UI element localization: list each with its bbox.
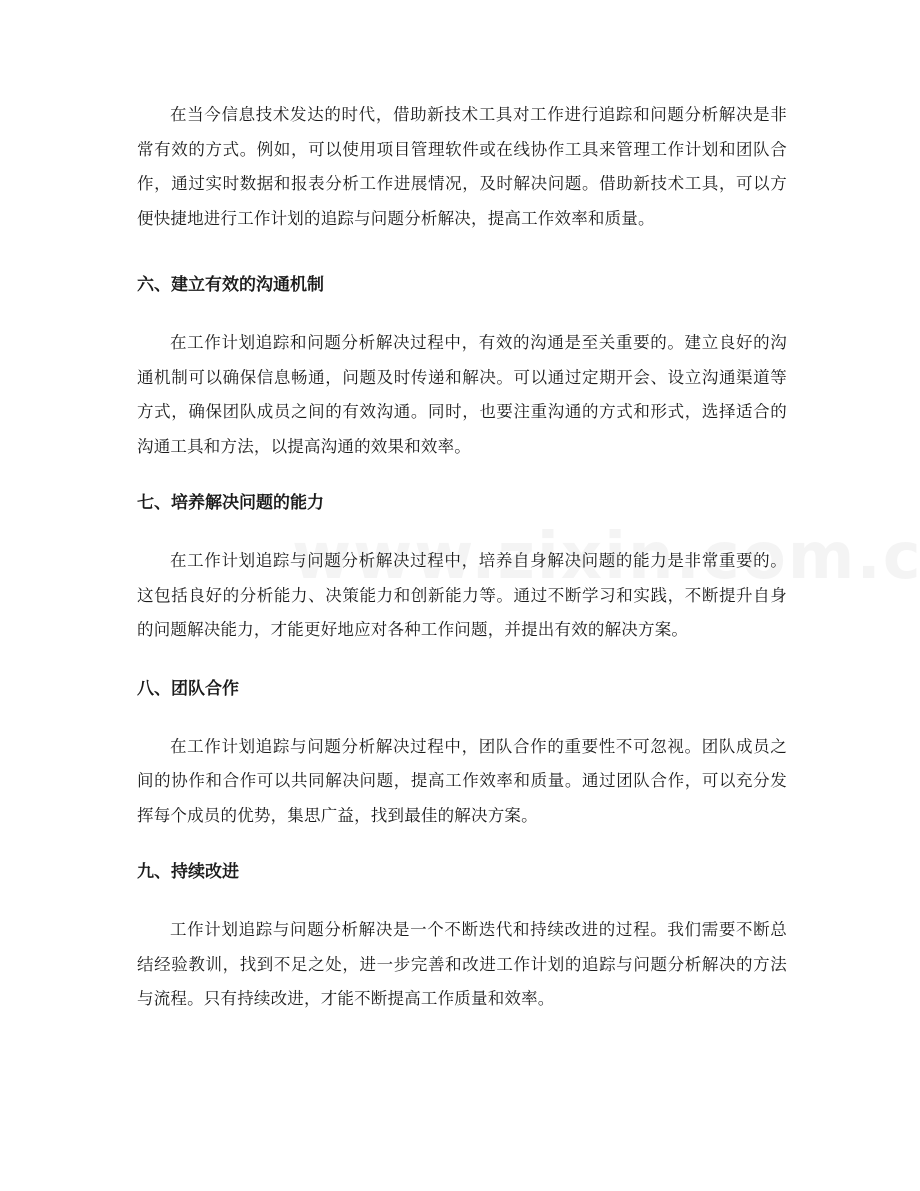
section-paragraph-continuous-improvement: 工作计划追踪与问题分析解决是一个不断迭代和持续改进的过程。我们需要不断总结经验教训，找到不足之处，进一步完善和改进工作计划的追踪与问题分析解决的方法与流程。只有持续改进，才能不断提高工作质量和效率。 bbox=[137, 920, 787, 1008]
section-heading-continuous-improvement: 九、持续改进 bbox=[137, 862, 239, 882]
section-paragraph-problem-solving: 在工作计划追踪与问题分析解决过程中，培养自身解决问题的能力是非常重要的。这包括良好的分析能力、决策能力和创新能力等。通过不断学习和实践，不断提升自身的问题解决能力，才能更好地应对各种工作问题，并提出有效的解决方案。 bbox=[137, 551, 787, 639]
section-paragraph-communication: 在工作计划追踪和问题分析解决过程中，有效的沟通是至关重要的。建立良好的沟通机制可以确保信息畅通，问题及时传递和解决。可以通过定期开会、设立沟通渠道等方式，确保团队成员之间的有效沟通。同时，也要注重沟通的方式和形式，选择适合的沟通工具和方法，以提高沟通的效果和效率。 bbox=[137, 333, 787, 456]
document-body bbox=[137, 98, 787, 1017]
section-heading-teamwork: 八、团队合作 bbox=[137, 678, 239, 699]
intro-paragraph: 在当今信息技术发达的时代，借助新技术工具对工作进行追踪和问题分析解决是非常有效的方式。例如，可以使用项目管理软件或在线协作工具来管理工作计划和团队合作，通过实时数据和报表分析工作进展情况，及时解决问题。借助新技术工具，可以方便快捷地进行工作计划的追踪与问题分析解决，提高工作效率和质量。 bbox=[137, 105, 787, 228]
section-heading-problem-solving: 七、培养解决问题的能力 bbox=[137, 493, 324, 513]
section-paragraph-teamwork: 在工作计划追踪与问题分析解决过程中，团队合作的重要性不可忽视。团队成员之间的协作和合作可以共同解决问题，提高工作效率和质量。通过团队合作，可以充分发挥每个成员的优势，集思广益，找到最佳的解决方案。 bbox=[137, 736, 787, 825]
section-heading-communication: 六、建立有效的沟通机制 bbox=[137, 275, 324, 295]
